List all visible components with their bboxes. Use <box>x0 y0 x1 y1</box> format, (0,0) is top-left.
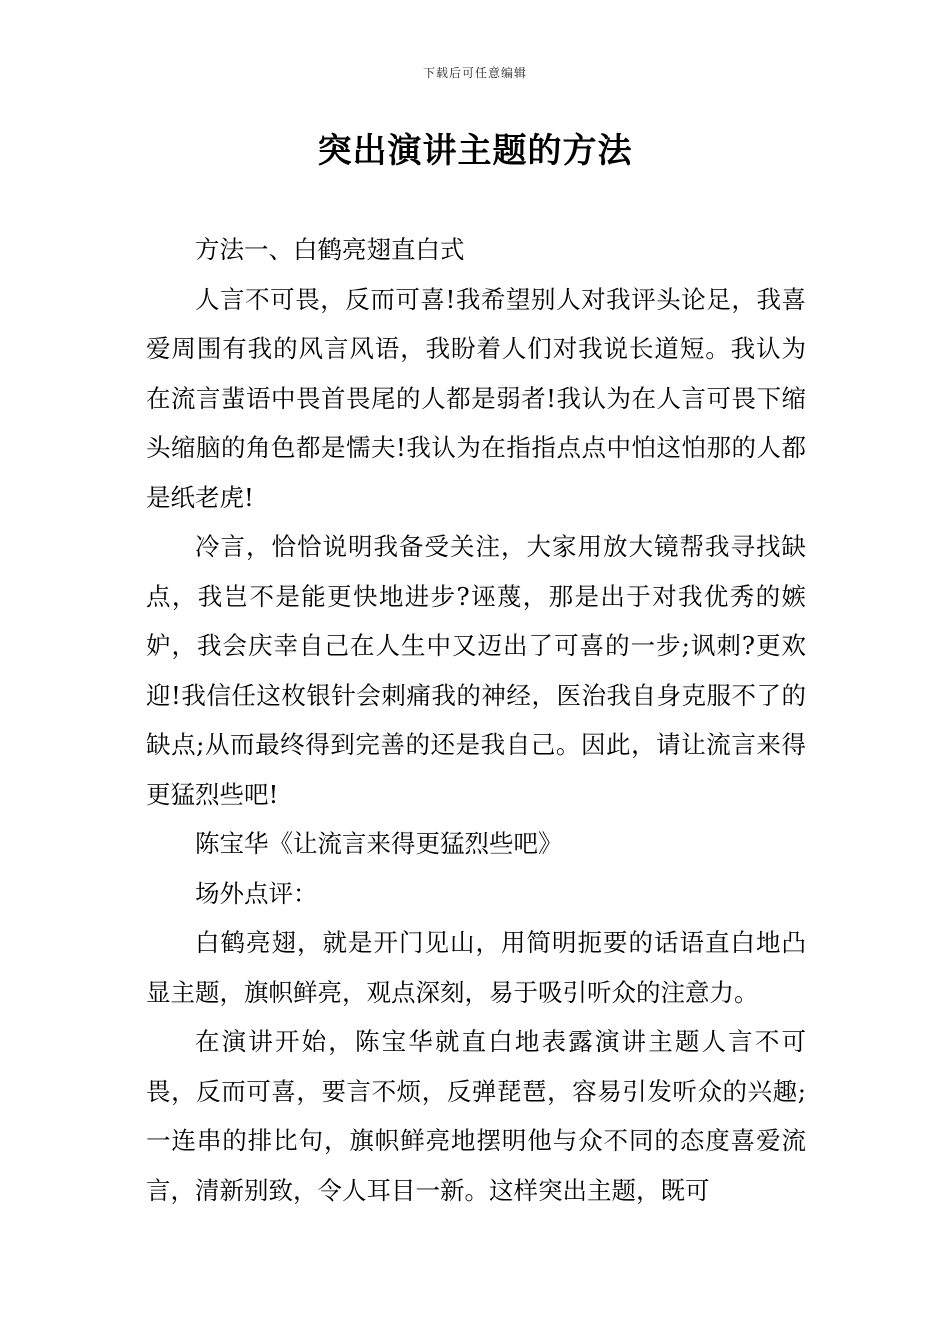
document-body <box>146 225 806 1215</box>
body-paragraph: 在演讲开始，陈宝华就直白地表露演讲主题人言不可畏，反而可喜，要言不烦，反弹琵琶，容易引发听众的兴趣;一连串的排比句，旗帜鲜亮地摆明他与众不同的态度喜爱流言，清新别致，令人耳目一新。这样突出主题，既可 <box>146 1027 806 1205</box>
source-citation: 陈宝华《让流言来得更猛烈些吧》 <box>195 829 563 858</box>
document-title: 突出演讲主题的方法 <box>317 131 633 171</box>
body-paragraph: 人言不可畏，反而可喜!我希望别人对我评头论足，我喜爱周围有我的风言风语，我盼着人们对我说长道短。我认为在流言蜚语中畏首畏尾的人都是弱者!我认为在人言可畏下缩头缩脑的角色都是懦夫!我认为在指指点点中怕这怕那的人都是纸老虎! <box>146 284 806 512</box>
body-paragraph: 冷言，恰恰说明我备受关注，大家用放大镜帮我寻找缺点，我岂不是能更快地进步?诬蔑，那是出于对我优秀的嫉妒，我会庆幸自己在人生中又迈出了可喜的一步;讽刺?更欢迎!我信任这枚银针会刺痛我的神经，医治我自身克服不了的缺点;从而最终得到完善的还是我自己。因此，请让流言来得更猛烈些吧! <box>146 532 806 809</box>
body-paragraph: 白鹤亮翅，就是开门见山，用简明扼要的话语直白地凸显主题，旗帜鲜亮，观点深刻，易于吸引听众的注意力。 <box>146 928 806 1007</box>
comment-heading: 场外点评： <box>195 878 318 908</box>
header-note: 下载后可任意编辑 <box>422 66 527 80</box>
section-heading: 方法一、白鹤亮翅直白式 <box>195 235 465 264</box>
